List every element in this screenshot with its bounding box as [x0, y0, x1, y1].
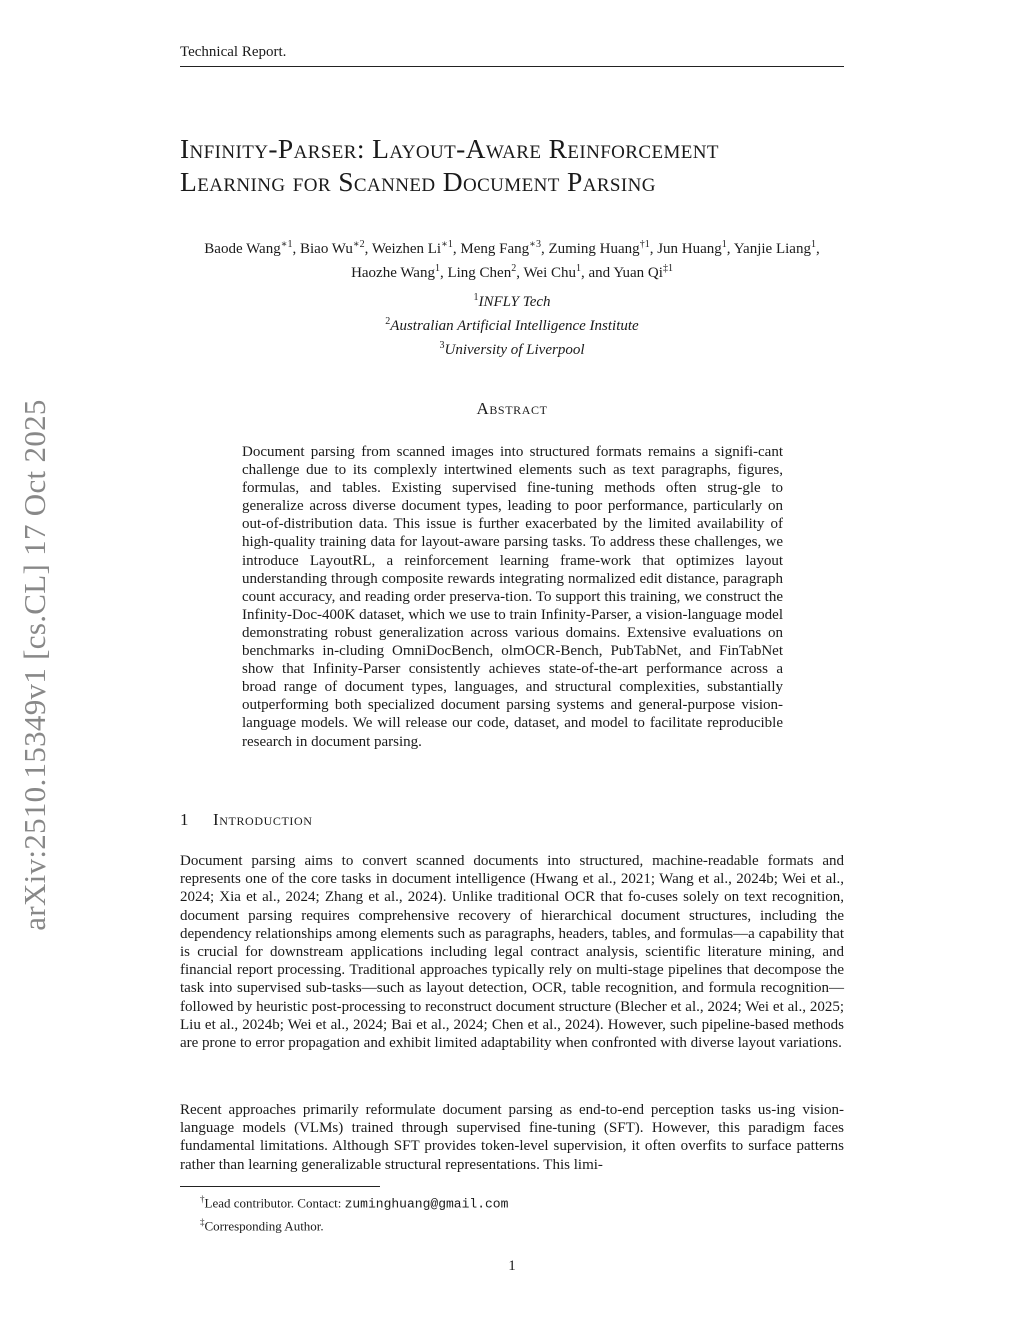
section-number: 1 [180, 810, 189, 829]
section-title: Introduction [213, 810, 313, 829]
affiliation-list [180, 288, 844, 360]
affiliation: $^2$Australian Artificial Intelligence Institute [385, 316, 639, 334]
footnote-corresponding-author: ‡Corresponding Author. [200, 1217, 324, 1234]
author: Haozhe Wang$^1$, [351, 263, 448, 281]
author: Baode Wang$^{∗1}$, [204, 239, 300, 257]
section-heading-introduction [180, 810, 844, 830]
contact-email[interactable]: zuminghuang@gmail.com [344, 1196, 509, 1212]
author: Wei Chu$^1$, and [523, 263, 614, 281]
author: Biao $Wu^{∗2}$, [300, 239, 372, 257]
footnote-rule [180, 1186, 380, 1187]
paper-title-line-2: Learning for Scanned Document Parsing [180, 166, 656, 197]
intro-paragraph-1: Document parsing aims to convert scanned documents into structured, machine-readable formats and represents one of the core tasks in document intelligence (Hwang et al., 2021; Wang et al., 2024b; Wei et al., 2024; Xia et al., 2024; Zhang et al., 2024). Unlike traditional OCR that fo-cuses solely on text recognition, document parsing requires comprehensive recovery of hierarchical document structures, including the dependency relationships among elements such as paragraphs, headers, tables, and formulas—a capability that is crucial for downstream applications including legal contract analysis, scientific literature mining, and financial report processing. Traditional approaches typically rely on multi-stage pipelines that decompose the task into supervised sub-tasks—such as layout detection, OCR, table recognition, and formula recognition—followed by heuristic post-processing to reconstruct document structure (Blecher et al., 2024; Wei et al., 2025; Liu et al., 2024b; Wei et al., 2024; Bai et al., 2024; Chen et al., 2024). However, such pipeline-based methods are prone to error propagation and exhibit limited adaptability when confronted with diverse layout variations. [180, 853, 844, 1052]
footnote-lead-contributor: †Lead contributor. Contact: zuminghuang@gmail.com [200, 1194, 509, 1212]
paper-title-line-1: Infinity-Parser: Layout-Aware Reinforcement [180, 133, 719, 164]
abstract-text: Document parsing from scanned images into structured formats remains a signifi-cant challenge due to its complexly intertwined elements such as text paragraphs, figures, formulas, and tables. Existing supervised fine-tuning methods often strug-gle to generalize across diverse document types, leading to poor performance, particularly on out-of-distribution data. This issue is further exacerbated by the limited availability of high-quality training data for layout-aware parsing tasks. To address these challenges, we introduce LayoutRL, a reinforcement learning frame-work that optimizes layout understanding through composite rewards integrating normalized edit distance, paragraph count accuracy, and reading order preserva-tion. To support this training, we construct the Infinity-Doc-400K dataset, which we use to train Infinity-Parser, a vision-language model demonstrating robust generalization across various domains. Extensive evaluations on benchmarks in-cluding OmniDocBench, olmOCR-Bench, PubTabNet, and FinTabNet show that Infinity-Parser consistently achieves state-of-the-art performance across a broad range of document types, languages, and structural complexities, substantially outperforming both specialized document parsing systems and general-purpose vision-language models. We will release our code, dataset, and model to facilitate reproducible research in document parsing. [242, 444, 783, 750]
arxiv-identifier: arXiv:2510.15349v1 [cs.CL] 17 Oct 2025 [17, 399, 52, 931]
header-rule [180, 66, 844, 67]
affiliation: $^1$INFLY Tech [473, 292, 551, 310]
author-list [180, 235, 844, 283]
page-number: 1 [508, 1258, 516, 1274]
author: Yanjie Liang$^1$, [733, 239, 820, 257]
author: Yuan Qi$^{\ddagger 1}$ [613, 263, 673, 281]
author: Zuming Huang$^{\dagger 1}$, [548, 239, 658, 257]
running-header: Technical Report. [180, 44, 287, 60]
author: Ling Chen$^2$, [447, 263, 524, 281]
footnotes [180, 1190, 844, 1236]
abstract-heading: Abstract [476, 399, 548, 418]
author: Jun Huang$^1$, [657, 239, 734, 257]
paper-title [180, 132, 870, 198]
author: Meng Fang$^{∗3}$, [460, 239, 549, 257]
affiliation: $^3$University of Liverpool [439, 340, 585, 358]
author: Weizhen $Li^{∗1}$, [371, 239, 461, 257]
intro-paragraph-2: Recent approaches primarily reformulate document parsing as end-to-end perception tasks us-ing vision-language models (VLMs) trained through supervised fine-tuning (SFT). However, this paradigm faces fundamental limitations. Although SFT provides token-level supervision, it often overfits to surface patterns rather than learning generalizable structural representations. This limi- [180, 1102, 844, 1173]
arxiv-sidebar [0, 0, 70, 1325]
